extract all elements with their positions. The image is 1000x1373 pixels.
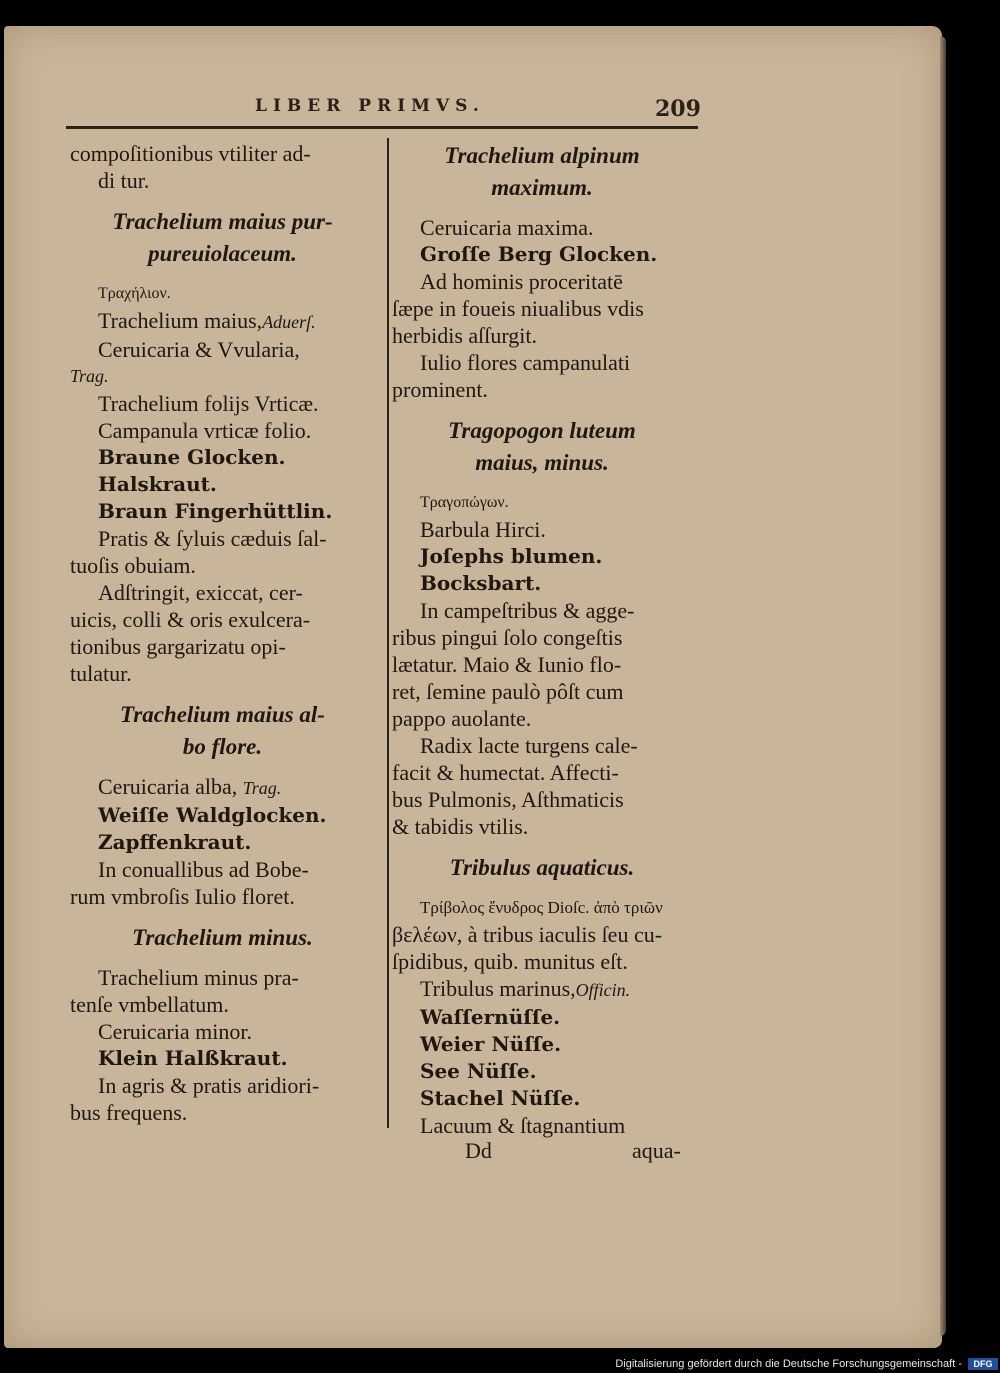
text-line: facit & humectat. Affecti- xyxy=(392,760,619,785)
german-name: Stachel Nüſſe. xyxy=(420,1086,581,1110)
text-line: Adſtringit, exiccat, cer- xyxy=(98,580,303,605)
page-edge xyxy=(940,36,946,1336)
running-head: LIBER PRIMVS. xyxy=(255,96,485,116)
text-line: rum vmbroſis Iulio floret. xyxy=(70,884,295,909)
entry-heading xyxy=(70,922,375,954)
text-line: ſæpe in foueis niualibus vdis xyxy=(392,296,644,321)
greek-name: Τραχήλιον. xyxy=(98,285,171,302)
heading-line: Tribulus aquaticus. xyxy=(449,855,635,880)
text-line: In agris & pratis aridiori- xyxy=(98,1073,320,1098)
german-name: Klein Halßkraut. xyxy=(98,1046,288,1070)
heading-line: Trachelium minus. xyxy=(132,925,313,950)
catchword: aqua- xyxy=(632,1138,681,1163)
entry-heading xyxy=(70,206,375,270)
german-name: Weiſſe Waldglocken. xyxy=(98,803,327,827)
column-divider xyxy=(387,138,389,1128)
text-line: In campeſtribus & agge- xyxy=(420,598,635,623)
heading-line: bo flore. xyxy=(182,734,263,759)
text-line: In conuallibus ad Bobe- xyxy=(98,857,309,882)
text-line: tenſe vmbellatum. xyxy=(70,992,229,1017)
digitization-credit: Digitalisierung gefördert durch die Deutsche Forschungsgemeinschaft - xyxy=(615,1358,962,1370)
left-column xyxy=(70,140,375,1126)
german-name: Weier Nüſſe. xyxy=(420,1032,562,1056)
text-line: & tabidis vtilis. xyxy=(392,814,529,839)
greek-name: Τρίβολος ἔνυδρος Dioſc. ἀπὸ τριῶν xyxy=(420,898,663,917)
text-line: Ceruicaria maxima. xyxy=(420,215,594,240)
text-line: Ad hominis proceritatē xyxy=(420,269,623,294)
text-line: compoſitionibus vtiliter ad- xyxy=(70,141,311,166)
heading-line: Trachelium maius pur- xyxy=(112,209,333,234)
page-number: 209 xyxy=(655,96,701,122)
text-line: ribus pingui ſolo congeſtis xyxy=(392,625,623,650)
heading-line: pureuiolaceum. xyxy=(148,241,297,266)
entry-heading xyxy=(392,140,692,204)
text-line: Tribulus marinus,Officin. xyxy=(420,976,631,1001)
text-line: herbidis aſſurgit. xyxy=(392,323,538,348)
german-name: Waſſernüſſe. xyxy=(420,1005,561,1029)
text-line: Trag. xyxy=(70,366,109,386)
text-line: Barbula Hirci. xyxy=(420,517,546,542)
text-line: tuoſis obuiam. xyxy=(70,553,196,578)
text-line: ſpidibus, quib. munitus eſt. xyxy=(392,949,628,974)
text-line: lætatur. Maio & Iunio flo- xyxy=(392,652,622,677)
german-name: Bocksbart. xyxy=(420,571,542,595)
header-rule xyxy=(66,126,698,129)
heading-line: Trachelium alpinum xyxy=(444,143,640,168)
text-line: βελέων, à tribus iaculis ſeu cu- xyxy=(392,922,663,947)
text-line: di tur. xyxy=(98,168,150,193)
heading-line: maximum. xyxy=(491,175,593,200)
german-name: See Nüſſe. xyxy=(420,1059,537,1083)
german-name: Groſſe Berg Glocken. xyxy=(420,242,658,266)
text-line: Ceruicaria alba, Trag. xyxy=(98,774,282,799)
german-name: Braune Glocken. xyxy=(98,445,286,469)
text-line: bus Pulmonis, Aſthmaticis xyxy=(392,787,624,812)
entry-heading xyxy=(70,699,375,763)
german-name: Zapffenkraut. xyxy=(98,830,252,854)
entry-heading xyxy=(392,415,692,479)
german-name: Braun Fingerhüttlin. xyxy=(98,499,333,523)
dfg-logo: DFG xyxy=(968,1358,998,1370)
greek-name: Τραγοπώγων. xyxy=(420,494,509,511)
text-line: tulatur. xyxy=(70,661,132,686)
text-line: tionibus gargarizatu opi- xyxy=(70,634,286,659)
entry-heading xyxy=(392,852,692,884)
heading-line: Trachelium maius al- xyxy=(120,702,325,727)
heading-line: maius, minus. xyxy=(475,450,609,475)
text-line: bus frequens. xyxy=(70,1100,188,1125)
text-line: Ceruicaria & Vvularia, xyxy=(98,337,300,362)
german-name: Halskraut. xyxy=(98,472,217,496)
right-column xyxy=(392,140,692,1139)
text-line: Lacuum & ſtagnantium xyxy=(420,1113,626,1138)
text-line: Radix lacte turgens cale- xyxy=(420,733,638,758)
heading-line: Tragopogon luteum xyxy=(448,418,636,443)
text-line: ret, ſemine paulò pôſt cum xyxy=(392,679,624,704)
text-line: Iulio flores campanulati xyxy=(420,350,631,375)
text-line: Ceruicaria minor. xyxy=(98,1019,252,1044)
text-line: Campanula vrticæ folio. xyxy=(98,418,312,443)
text-line: Pratis & ſyluis cæduis ſal- xyxy=(98,526,327,551)
signature-mark: Dd xyxy=(465,1138,492,1163)
text-line: Trachelium folijs Vrticæ. xyxy=(98,391,319,416)
text-line: Trachelium minus pra- xyxy=(98,965,299,990)
text-line: pappo auolante. xyxy=(392,706,532,731)
text-line: prominent. xyxy=(392,377,488,402)
german-name: Joſephs blumen. xyxy=(420,544,603,568)
text-line: uicis, colli & oris exulcera- xyxy=(70,607,311,632)
text-line: Trachelium maius,Aduerſ. xyxy=(98,308,316,333)
